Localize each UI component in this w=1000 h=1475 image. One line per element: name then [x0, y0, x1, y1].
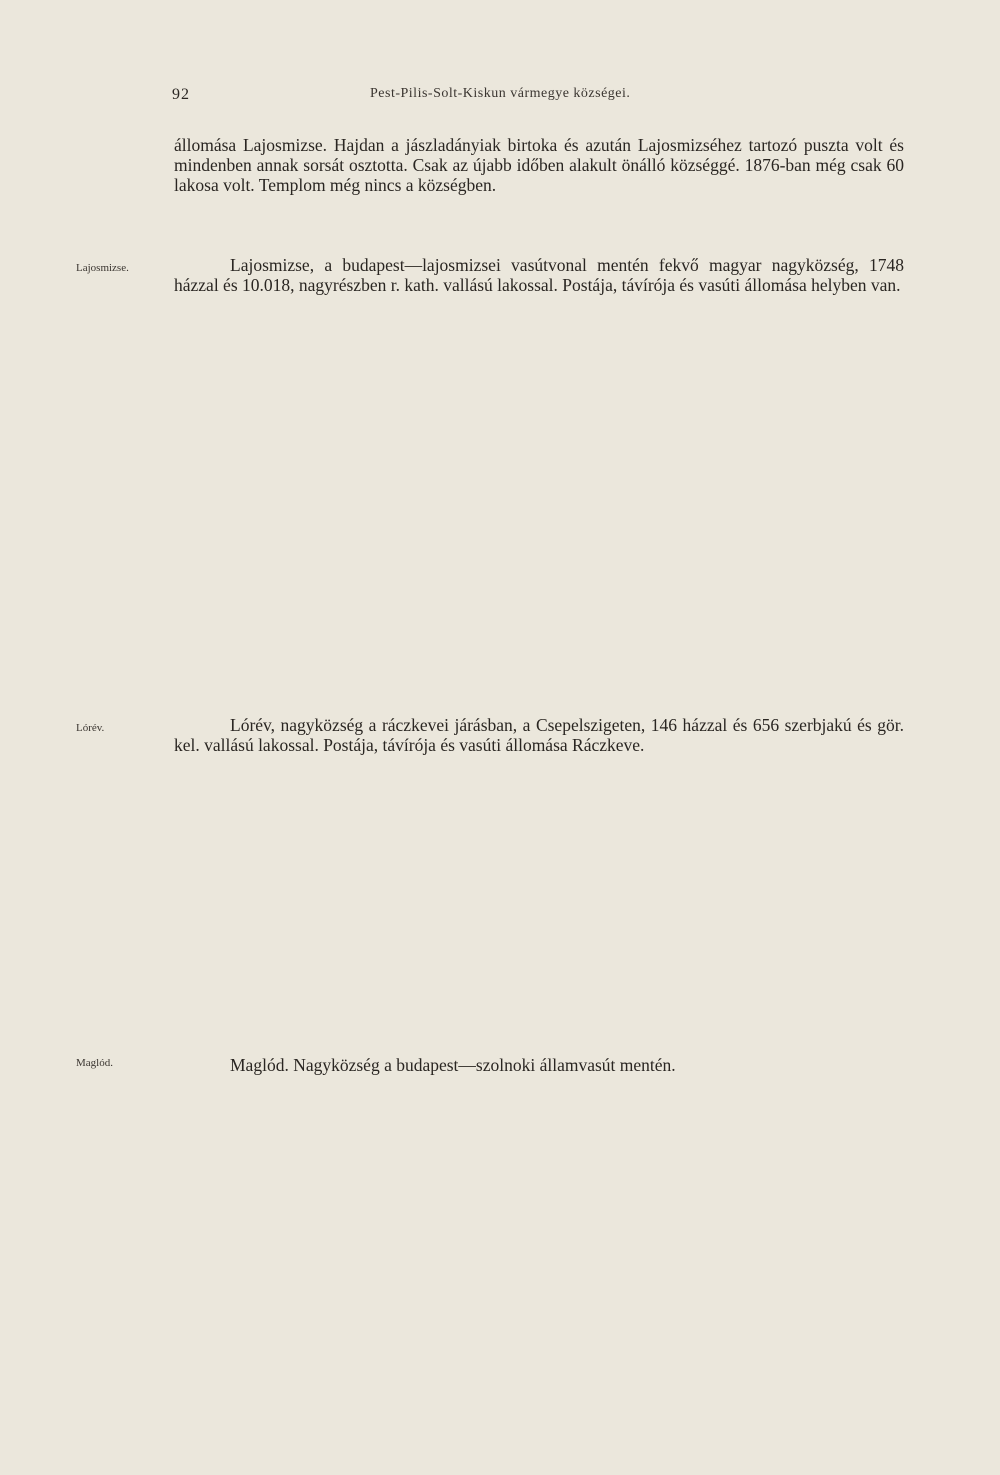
page-number: 92	[172, 86, 190, 103]
paragraph-maglod: Maglód. Nagyközség a budapest—szolnoki államvasút mentén.	[230, 1055, 676, 1075]
paragraph-lajosmizse: Lajosmizse, a budapest—lajosmizsei vasútvonal mentén fekvő magyar nagyközség, 1748 házzal és 10.018, nagyrészben r. kath. vallású lakossal. Postája, távírója és vasúti állomása helyben van.	[174, 255, 904, 295]
margin-note-maglod: Maglód.	[76, 1057, 113, 1069]
margin-note-lajosmizse: Lajosmizse.	[76, 262, 129, 274]
running-title: Pest-Pilis-Solt-Kiskun vármegye községei.	[370, 86, 631, 101]
margin-note-lorev: Lórév.	[76, 722, 105, 734]
paragraph-continuation: állomása Lajosmizse. Hajdan a jászladányiak birtoka és azután Lajosmizséhez tartozó puszta volt és mindenben annak sorsát osztotta. Csak az újabb időben alakult önálló községgé. 1876-ban még csak 60 lakosa volt. Templom még nincs a községben.	[174, 135, 904, 195]
paragraph-lorev: Lórév, nagyközség a ráczkevei járásban, a Csepelszigeten, 146 házzal és 656 szerbjakú és gör. kel. vallású lakossal. Postája, távírója és vasúti állomása Ráczkeve.	[174, 715, 904, 755]
page-header	[172, 86, 912, 112]
